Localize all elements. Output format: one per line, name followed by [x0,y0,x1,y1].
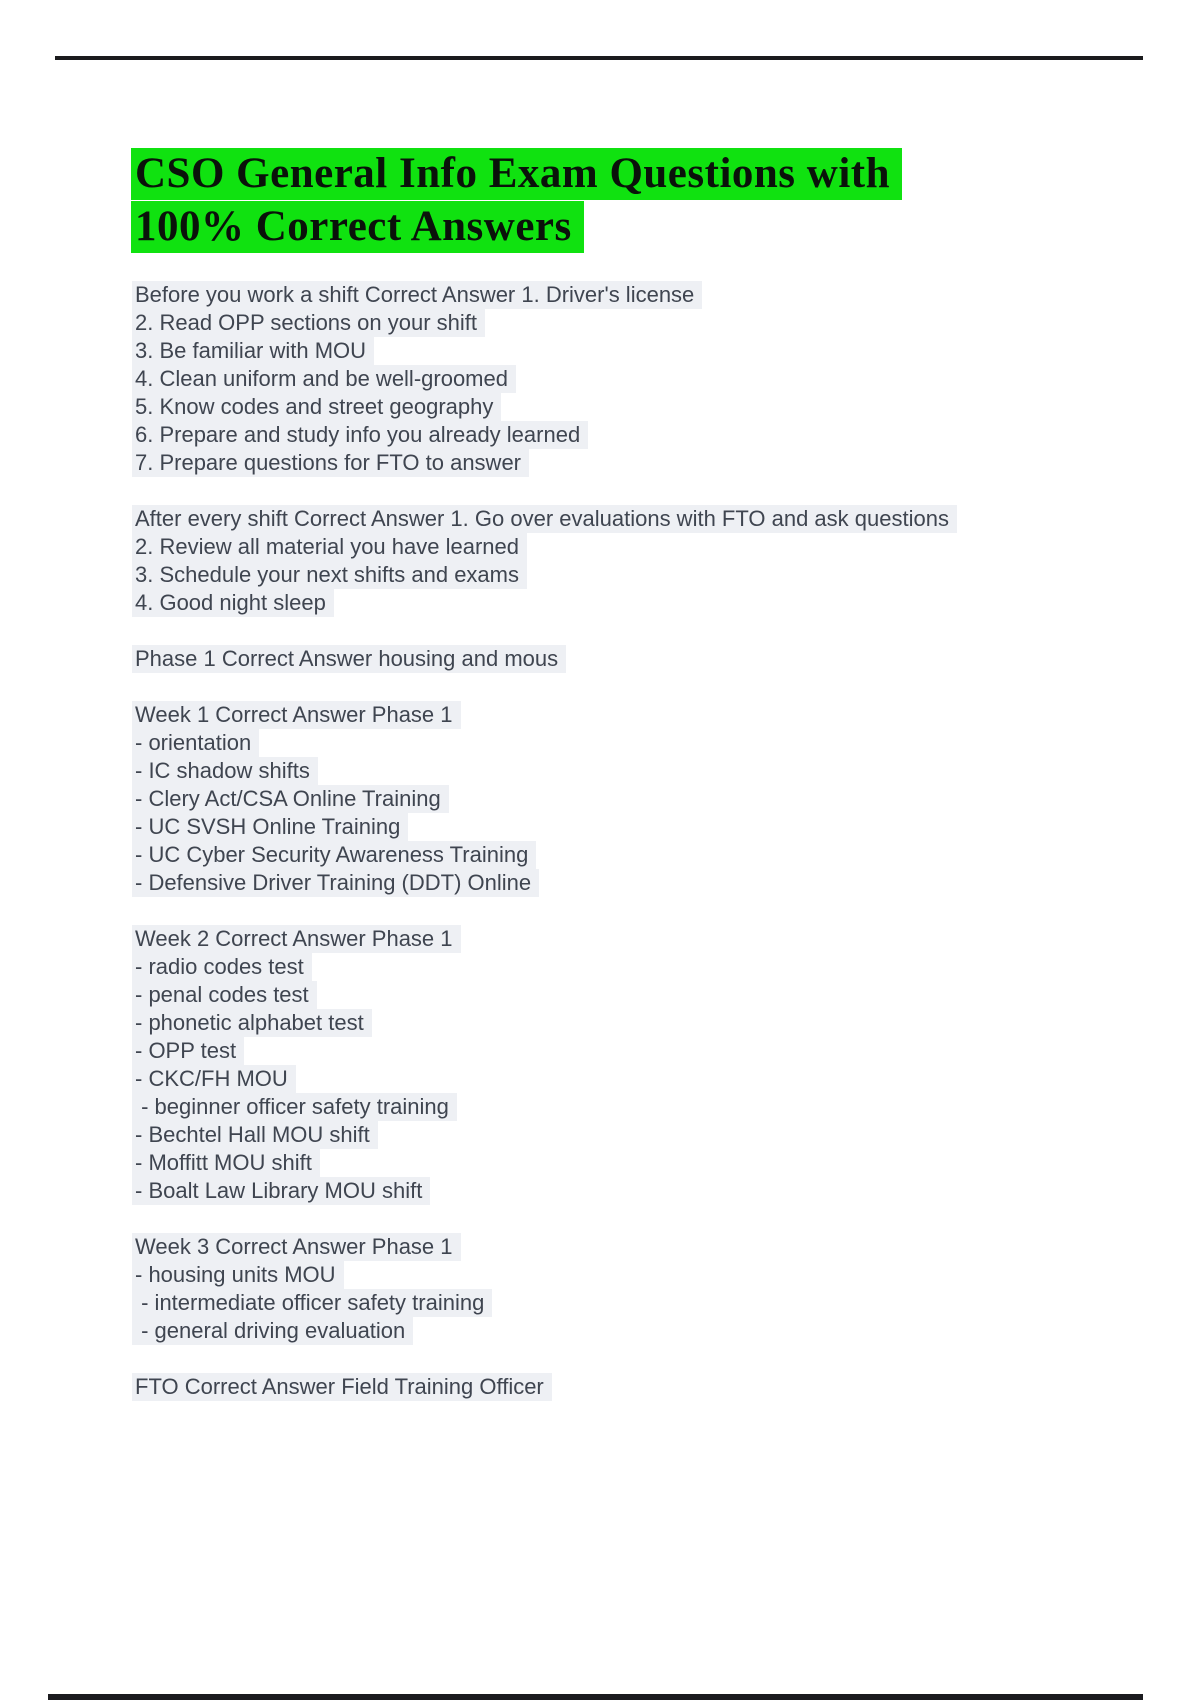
blank-line [135,617,1185,645]
text-line-highlight: - Boalt Law Library MOU shift [132,1177,430,1205]
text-line-highlight: Week 2 Correct Answer Phase 1 [132,925,461,953]
text-line [135,421,1185,449]
text-line [135,505,1185,533]
text-line [135,1037,1185,1065]
title-line-1: CSO General Info Exam Questions with [131,148,902,200]
text-line [135,337,1185,365]
header-rule [55,56,1143,60]
blank-line [135,1205,1185,1233]
text-line-highlight: Phase 1 Correct Answer housing and mous [132,645,566,673]
text-line-highlight: 5. Know codes and street geography [132,393,501,421]
text-line-highlight: - phonetic alphabet test [132,1009,372,1037]
text-line [135,1121,1185,1149]
text-line [135,533,1185,561]
text-line [135,757,1185,785]
text-line-highlight: - Clery Act/CSA Online Training [132,785,449,813]
page-title [135,147,902,253]
text-line [135,701,1185,729]
text-line [135,869,1185,897]
text-line-highlight: - housing units MOU [132,1261,344,1289]
text-line [135,1261,1185,1289]
text-line-highlight: 3. Schedule your next shifts and exams [132,561,527,589]
content [135,281,1185,1401]
text-line-highlight: - Bechtel Hall MOU shift [132,1121,378,1149]
text-line-highlight: 6. Prepare and study info you already learned [132,421,588,449]
text-line-highlight: After every shift Correct Answer 1. Go over evaluations with FTO and ask questions [132,505,957,533]
text-line-highlight: 4. Clean uniform and be well-groomed [132,365,516,393]
text-line-highlight: 4. Good night sleep [132,589,334,617]
text-line [135,981,1185,1009]
blank-line [135,897,1185,925]
text-line [135,561,1185,589]
text-line [135,813,1185,841]
text-line [135,1233,1185,1261]
text-line [135,449,1185,477]
text-line-highlight: - CKC/FH MOU [132,1065,296,1093]
text-line-highlight: - UC SVSH Online Training [132,813,408,841]
blank-line [135,477,1185,505]
text-line-highlight: - Defensive Driver Training (DDT) Online [132,869,539,897]
text-line [135,1373,1185,1401]
text-line-highlight: - UC Cyber Security Awareness Training [132,841,536,869]
text-line [135,589,1185,617]
text-line [135,1149,1185,1177]
title-line [135,200,902,253]
text-line [135,393,1185,421]
text-line-highlight: - IC shadow shifts [132,757,318,785]
text-line [135,281,1185,309]
text-line-highlight: 3. Be familiar with MOU [132,337,374,365]
title-line-2: 100% Correct Answers [131,201,584,253]
text-line-highlight: - penal codes test [132,981,317,1009]
text-line [135,1289,1185,1317]
text-line-highlight: FTO Correct Answer Field Training Officer [132,1373,552,1401]
text-line-highlight: 7. Prepare questions for FTO to answer [132,449,529,477]
text-line-highlight: 2. Review all material you have learned [132,533,527,561]
text-line [135,729,1185,757]
text-line [135,1065,1185,1093]
text-line [135,925,1185,953]
text-line-highlight: Before you work a shift Correct Answer 1. Driver's license [132,281,702,309]
text-line [135,841,1185,869]
blank-line [135,673,1185,701]
text-line-highlight: 2. Read OPP sections on your shift [132,309,485,337]
text-line-highlight: - OPP test [132,1037,244,1065]
text-line [135,1093,1185,1121]
text-line-highlight: - Moffitt MOU shift [132,1149,320,1177]
blank-line [135,1345,1185,1373]
text-line [135,309,1185,337]
text-line [135,1177,1185,1205]
text-line-highlight: - radio codes test [132,953,312,981]
text-line [135,1009,1185,1037]
title-line [135,147,902,200]
text-line-highlight: - orientation [132,729,259,757]
text-line [135,645,1185,673]
text-line-highlight: Week 1 Correct Answer Phase 1 [132,701,461,729]
footer-rule [48,1694,1143,1700]
text-line-highlight: - general driving evaluation [132,1317,413,1345]
text-line [135,785,1185,813]
text-line-highlight: - intermediate officer safety training [132,1289,492,1317]
text-line [135,1317,1185,1345]
text-line [135,953,1185,981]
text-line-highlight: - beginner officer safety training [132,1093,457,1121]
text-line-highlight: Week 3 Correct Answer Phase 1 [132,1233,461,1261]
text-line [135,365,1185,393]
